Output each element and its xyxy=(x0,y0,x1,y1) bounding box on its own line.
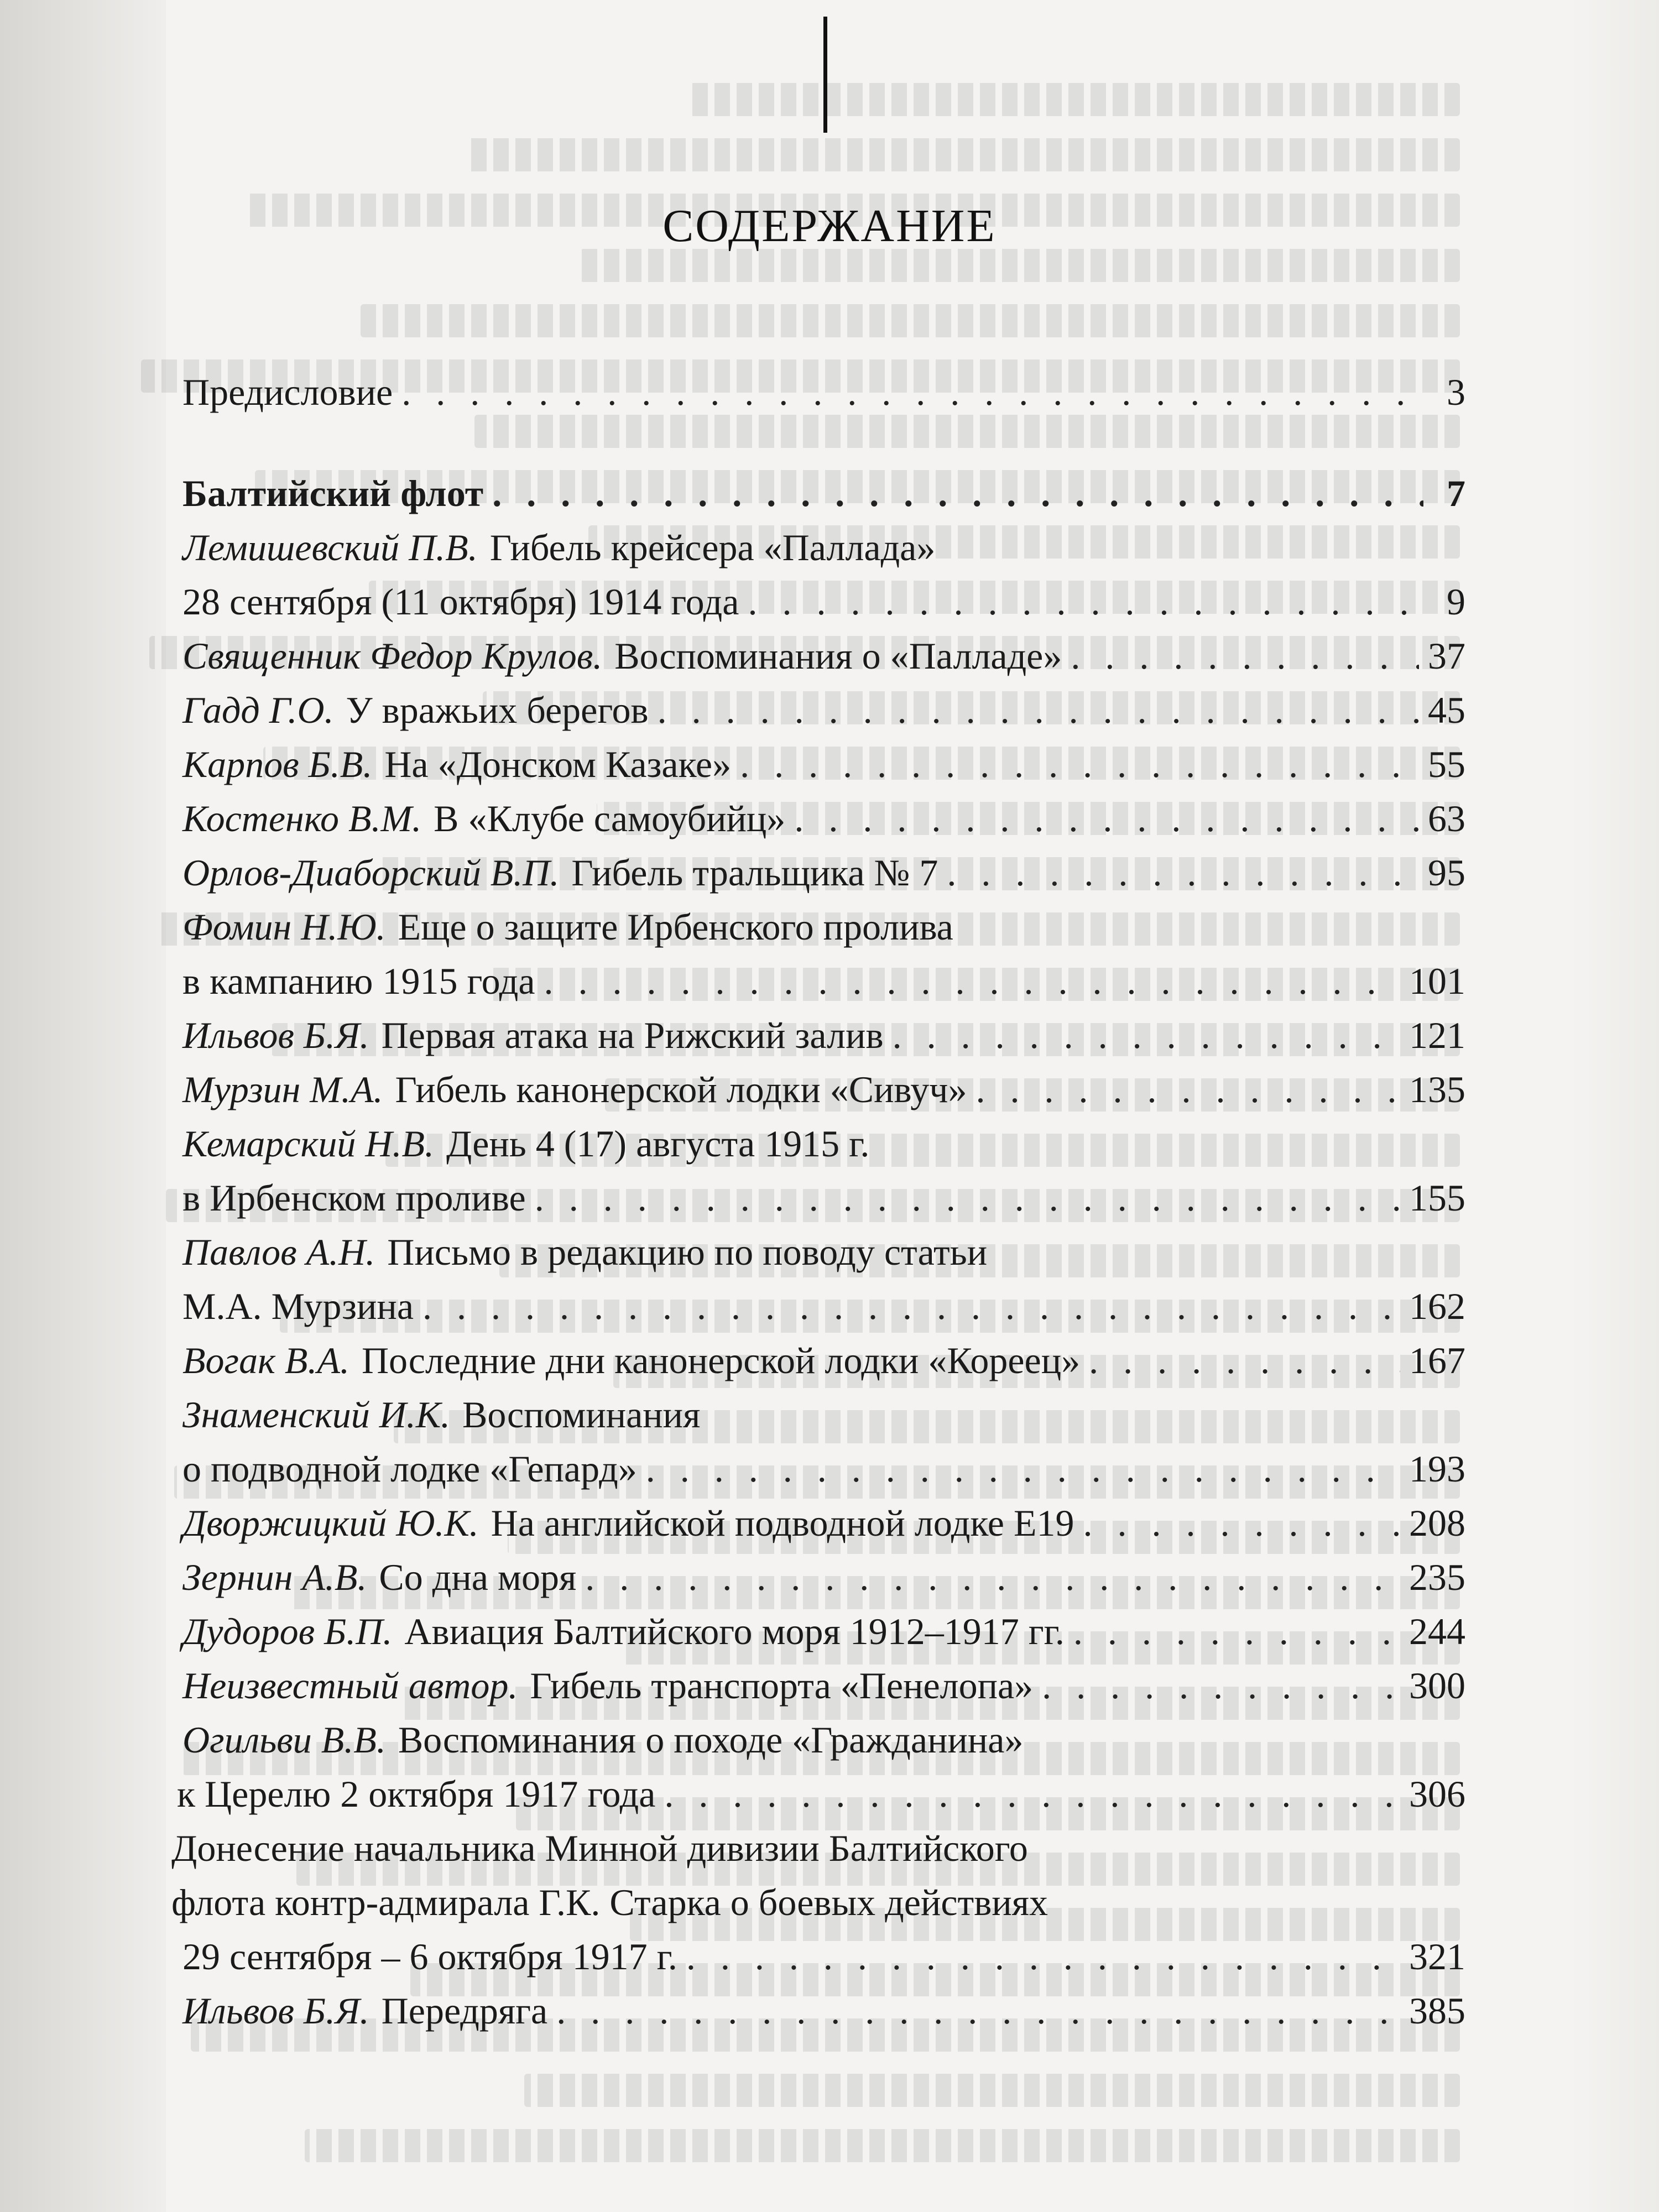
leader-dots xyxy=(1073,1604,1400,1658)
page-number: 155 xyxy=(1409,1177,1465,1219)
toc-title: к Церелю 2 октября 1917 года xyxy=(177,1773,656,1815)
toc-entry xyxy=(182,1442,1465,1496)
page-gutter xyxy=(0,0,166,2212)
toc-author: Священник Федор Крулов. xyxy=(182,635,603,677)
page-number: 9 xyxy=(1447,581,1465,623)
leader-dots xyxy=(1089,1333,1400,1387)
leader-dots xyxy=(556,1984,1400,2038)
page-number: 321 xyxy=(1409,1936,1465,1978)
toc-author: Орлов-Диаборский В.П. xyxy=(182,852,560,894)
toc-author: Карпов Б.В. xyxy=(182,743,373,785)
toc-entry xyxy=(182,1062,1465,1117)
toc-entry xyxy=(182,1496,1465,1550)
toc-entry xyxy=(182,575,1465,629)
bleed-line xyxy=(580,249,1460,282)
page-number: 193 xyxy=(1409,1448,1465,1490)
toc-author: Костенко В.М. xyxy=(182,797,422,839)
leader-dots xyxy=(585,1550,1400,1604)
page-number: 235 xyxy=(1409,1556,1465,1598)
page-number: 45 xyxy=(1428,689,1465,731)
leader-dots xyxy=(1083,1496,1400,1550)
toc-author: Фомин Н.Ю. xyxy=(182,906,386,948)
toc-author: Вогак В.А. xyxy=(182,1339,349,1381)
toc-entry xyxy=(182,1550,1465,1604)
toc-author: Зернин А.В. xyxy=(182,1556,367,1598)
toc-author: Неизвестный автор. xyxy=(182,1665,518,1707)
toc-author: Лемишевский П.В. xyxy=(182,526,478,568)
leader-dots xyxy=(422,1279,1400,1333)
page-number: 135 xyxy=(1409,1068,1465,1110)
leader-dots xyxy=(686,1929,1400,1984)
toc-title: Первая атака на Рижский залив xyxy=(381,1014,884,1056)
toc-author: Ильвов Б.Я. xyxy=(182,1014,369,1056)
page-number: 306 xyxy=(1409,1773,1465,1815)
toc-entry xyxy=(182,1604,1465,1658)
leader-dots xyxy=(535,1171,1400,1225)
toc-entry xyxy=(171,1875,1465,1929)
leader-dots xyxy=(947,846,1419,900)
toc-entry xyxy=(182,1171,1465,1225)
page-number: 244 xyxy=(1409,1610,1465,1652)
toc-title: Письмо в редакцию по поводу статьи xyxy=(387,1231,988,1273)
toc-title: Еще о защите Ирбенского пролива xyxy=(398,906,953,948)
toc-title: На английской подводной лодке Е19 xyxy=(491,1502,1074,1544)
toc-entry xyxy=(182,1929,1465,1984)
toc-entry xyxy=(182,737,1465,791)
toc-author: Знаменский И.К. xyxy=(182,1394,450,1436)
page-number: 121 xyxy=(1409,1014,1465,1056)
page-number: 300 xyxy=(1409,1665,1465,1707)
toc-section-heading xyxy=(182,466,1465,520)
toc-title: На «Донском Казаке» xyxy=(384,743,732,785)
table-of-contents xyxy=(171,365,1465,2038)
bleed-line xyxy=(466,138,1460,171)
page-number: 95 xyxy=(1428,852,1465,894)
toc-author: Гадд Г.О. xyxy=(182,689,334,731)
toc-title: Гибель канонерской лодки «Сивуч» xyxy=(395,1068,967,1110)
toc-author: Павлов А.Н. xyxy=(182,1231,375,1273)
leader-dots xyxy=(646,1442,1400,1496)
toc-title: М.А. Мурзина xyxy=(182,1285,414,1327)
toc-title: Гибель тральщика № 7 xyxy=(571,852,938,894)
toc-entry xyxy=(182,1713,1465,1767)
toc-entry xyxy=(182,520,1465,575)
toc-entry xyxy=(182,683,1465,737)
toc-entry xyxy=(182,1658,1465,1713)
page-number: 37 xyxy=(1428,635,1465,677)
toc-entry xyxy=(182,1008,1465,1062)
toc-title: Донесение начальника Минной дивизии Балтийского xyxy=(171,1827,1028,1869)
toc-entry xyxy=(182,954,1465,1008)
bleed-line xyxy=(305,2129,1460,2162)
toc-title: в кампанию 1915 года xyxy=(182,960,535,1002)
bleed-line xyxy=(686,83,1460,116)
toc-entry xyxy=(182,1984,1465,2038)
toc-title: Предисловие xyxy=(182,371,393,413)
toc-author: Кемарский Н.В. xyxy=(182,1123,434,1165)
bleed-line xyxy=(361,304,1460,337)
page-number: 162 xyxy=(1409,1285,1465,1327)
toc-author: Огильви В.В. xyxy=(182,1719,386,1761)
toc-author: Мурзин М.А. xyxy=(182,1068,383,1110)
leader-dots xyxy=(664,1767,1400,1821)
toc-author: Дудоров Б.П. xyxy=(182,1610,393,1652)
page-number: 208 xyxy=(1409,1502,1465,1544)
section-gap xyxy=(182,419,1465,466)
toc-title: Гибель транспорта «Пенелопа» xyxy=(530,1665,1034,1707)
toc-title: о подводной лодке «Гепард» xyxy=(182,1448,637,1490)
toc-title: 29 сентября – 6 октября 1917 г. xyxy=(182,1936,677,1978)
page-number: 55 xyxy=(1428,743,1465,785)
bleed-line xyxy=(524,2074,1460,2107)
page-number: 101 xyxy=(1409,960,1465,1002)
page-number: 385 xyxy=(1409,1990,1465,2032)
toc-author: Дворжицкий Ю.К. xyxy=(182,1502,479,1544)
toc-entry xyxy=(182,1333,1465,1387)
toc-title: День 4 (17) августа 1915 г. xyxy=(446,1123,870,1165)
toc-title: Передряга xyxy=(381,1990,548,2032)
toc-entry xyxy=(182,1387,1465,1442)
page-right-edge xyxy=(1571,0,1659,2212)
toc-title: флота контр-адмирала Г.К. Старка о боевых действиях xyxy=(171,1881,1048,1923)
page-number: 3 xyxy=(1447,371,1465,413)
toc-title: Со дна моря xyxy=(379,1556,577,1598)
leader-dots xyxy=(658,683,1419,737)
toc-entry xyxy=(182,365,1465,419)
toc-title: В «Клубе самоубийц» xyxy=(434,797,786,839)
toc-title: 28 сентября (11 октября) 1914 года xyxy=(182,581,739,623)
toc-title: Гибель крейсера «Паллада» xyxy=(489,526,936,568)
leader-dots xyxy=(544,954,1401,1008)
leader-dots xyxy=(748,575,1423,629)
toc-title: Авиация Балтийского моря 1912–1917 гг. xyxy=(404,1610,1065,1652)
toc-title: Воспоминания xyxy=(462,1394,701,1436)
page-title: СОДЕРЖАНИЕ xyxy=(662,200,997,252)
toc-title: Воспоминания о походе «Гражданина» xyxy=(398,1719,1024,1761)
toc-entry xyxy=(182,1117,1465,1171)
toc-entry xyxy=(182,900,1465,954)
toc-entry xyxy=(177,1767,1465,1821)
page-number: 7 xyxy=(1447,472,1465,514)
toc-entry xyxy=(182,1279,1465,1333)
leader-dots xyxy=(401,365,1423,419)
page-number: 167 xyxy=(1409,1339,1465,1381)
page-number: 63 xyxy=(1428,797,1465,839)
toc-entry xyxy=(182,846,1465,900)
toc-title: Воспоминания о «Палладе» xyxy=(614,635,1062,677)
toc-entry xyxy=(182,629,1465,683)
fold-mark xyxy=(823,17,827,133)
toc-title: Балтийский флот xyxy=(182,472,484,514)
leader-dots xyxy=(1071,629,1419,683)
leader-dots xyxy=(1042,1658,1400,1713)
leader-dots xyxy=(492,466,1423,520)
leader-dots xyxy=(975,1062,1400,1117)
toc-author: Ильвов Б.Я. xyxy=(182,1990,369,2032)
leader-dots xyxy=(794,791,1419,846)
toc-entry xyxy=(182,1225,1465,1279)
leader-dots xyxy=(740,737,1419,791)
toc-entry xyxy=(182,791,1465,846)
leader-dots xyxy=(893,1008,1400,1062)
toc-title: У вражьих берегов xyxy=(346,689,649,731)
toc-entry xyxy=(171,1821,1465,1875)
toc-title: Последние дни канонерской лодки «Кореец» xyxy=(361,1339,1081,1381)
toc-title: в Ирбенском проливе xyxy=(182,1177,526,1219)
